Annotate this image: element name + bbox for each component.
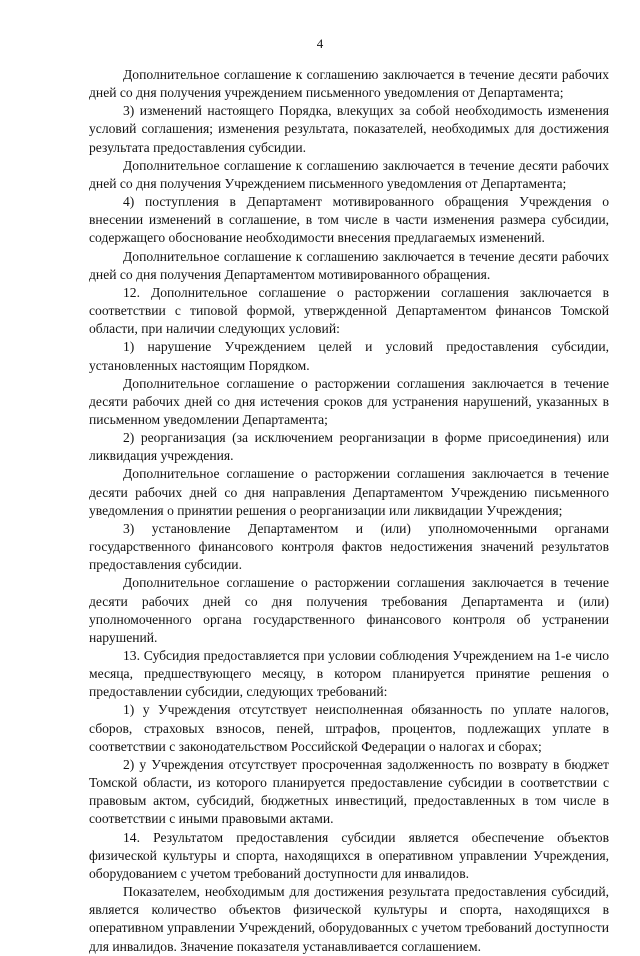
paragraph: Показателем, необходимым для достижения результата предоставления субсидий, является количество объектов физической культуры и спорта, находящихся в оперативном управлении Учреждений, оборудованных с учетом требований доступности для инвалидов. Значение показателя устанавливается соглашением.: [89, 884, 609, 954]
paragraph: 4) поступления в Департамент мотивированного обращения Учреждения о внесении изменений в соглашение, в том числе в части изменения размера субсидии, содержащего обоснование необходимости внесения предлагаемых изменений.: [89, 194, 609, 246]
paragraph: Дополнительное соглашение о расторжении соглашения заключается в течение десяти рабочих дней со дня направления Департаментом Учреждению письменного уведомления о принятии решения о реорганизации или ликвидации Учреждения;: [89, 466, 609, 518]
paragraph: 13. Субсидия предоставляется при условии соблюдения Учреждением на 1-е число месяца, предшествующего месяцу, в котором планируется принятие решения о предоставлении субсидии, следующих требований:: [89, 648, 609, 700]
paragraph: 12. Дополнительное соглашение о расторжении соглашения заключается в соответствии с типовой формой, утвержденной Департаментом финансов Томской области, при наличии следующих условий:: [89, 284, 609, 337]
paragraph: Дополнительное соглашение к соглашению заключается в течение десяти рабочих дней со дня получения Департаментом мотивированного обращения.: [89, 248, 609, 282]
paragraph: 2) реорганизация (за исключением реорганизации в форме присоединения) или ликвидация учреждения.: [89, 430, 609, 464]
paragraph: Дополнительное соглашение к соглашению заключается в течение десяти рабочих дней со дня получения Учреждением письменного уведомления от Департамента;: [89, 157, 609, 191]
paragraph: 2) у Учреждения отсутствует просроченная задолженность по возврату в бюджет Томской области, из которого планируется предоставление субсидии в соответствии с правовым актом, субсидий, бюджетных инвестиций, предоставленных в том числе в соответствии с иными правовыми актами.: [89, 756, 609, 827]
document-body: [89, 66, 609, 956]
paragraph: Дополнительное соглашение к соглашению заключается в течение десяти рабочих дней со дня получения учреждением письменного уведомления от Департамента;: [89, 67, 609, 101]
paragraph: Дополнительное соглашение о расторжении соглашения заключается в течение десяти рабочих дней со дня получения требования Департамента и (или) уполномоченного органа государственного финансового контроля об устранении нарушений.: [89, 575, 609, 645]
paragraph: Дополнительное соглашение о расторжении соглашения заключается в течение десяти рабочих дней со дня истечения сроков для устранения нарушений, указанных в письменном уведомлении Департамента;: [89, 375, 609, 427]
paragraph: 1) у Учреждения отсутствует неисполненная обязанность по уплате налогов, сборов, страховых взносов, пеней, штрафов, процентов, подлежащих уплате в соответствии с законодательством Российской Федерации о налогах и сборах;: [89, 702, 609, 754]
paragraph: 3) установление Департаментом и (или) уполномоченными органами государственного финансового контроля фактов недостижения значений результатов предоставления субсидии.: [89, 520, 609, 573]
page-number: 4: [316, 36, 324, 51]
paragraph: 14. Результатом предоставления субсидии является обеспечение объектов физической культуры и спорта, находящихся в оперативном управлении Учреждения, оборудованием с учетом требований доступности для инвалидов.: [89, 829, 609, 881]
paragraph: 3) изменений настоящего Порядка, влекущих за собой необходимость изменения условий соглашения; изменения результата, показателей, необходимых для достижения результата предоставления субсидии.: [89, 103, 609, 155]
paragraph: 1) нарушение Учреждением целей и условий предоставления субсидии, установленных настоящим Порядком.: [89, 339, 609, 373]
